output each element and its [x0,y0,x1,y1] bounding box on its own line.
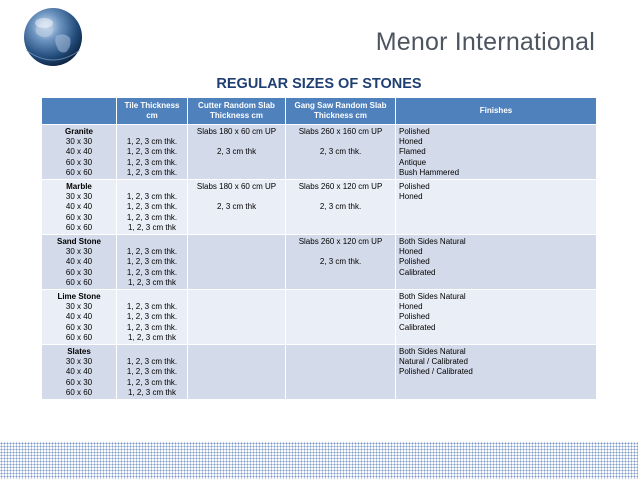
tile-thickness-value: 1, 2, 3 cm thk. [126,147,178,157]
stone-name: Marble [66,182,92,191]
stone-name: Granite [64,127,93,136]
column-header-gang-saw-slab: Gang Saw Random Slab Thickness cm [286,98,396,125]
gang-saw-slab-cell [286,180,396,235]
finish-value: Polished / Calibrated [399,367,473,377]
stone-size: 60 x 60 [65,277,93,287]
table-body [42,125,597,400]
tile-thickness-value: 1, 2, 3 cm thk. [126,137,178,147]
finishes-cell [396,290,597,345]
gang-saw-slab-value: 2, 3 cm thk. [319,202,362,212]
finish-value: Polished [399,257,430,267]
tile-thickness-cell [117,125,188,180]
stone-size: 60 x 60 [65,387,93,397]
tile-thickness-value: 1, 2, 3 cm thk. [126,167,178,177]
tile-thickness-value: 1, 2, 3 cm thk. [126,247,178,257]
cutter-slab-cell [188,125,286,180]
stone-size: 30 x 30 [65,357,93,367]
stone-size: 30 x 30 [65,247,93,257]
cutter-slab-value: 2, 3 cm thk [216,147,257,157]
stone-size: 30 x 30 [65,192,93,202]
tile-thickness-value: 1, 2, 3 cm thk. [126,212,178,222]
column-header-finishes: Finishes [396,98,597,125]
cutter-slab-cell [188,180,286,235]
stone-size: 40 x 40 [65,147,93,157]
gang-saw-slab-cell [286,125,396,180]
gang-saw-slab-value: 2, 3 cm thk. [319,147,362,157]
globe-icon [22,6,84,68]
stone-cell [42,345,117,400]
page-title-text: REGULAR SIZES OF STONES [216,76,422,92]
stone-sizes-table [41,97,597,400]
finish-value: Calibrated [399,267,436,277]
gang-saw-slab-value: Slabs 260 x 120 cm UP [298,237,383,246]
tile-thickness-value: 1, 2, 3 cm thk. [126,377,178,387]
tile-thickness-cell [117,290,188,345]
cutter-slab-value: Slabs 180 x 60 cm UP [196,182,277,191]
table-header-row [42,98,597,125]
tile-thickness-value: 1, 2, 3 cm thk [127,222,177,232]
finish-value: Antique [399,157,427,167]
gang-saw-slab-cell [286,345,396,400]
stone-cell [42,125,117,180]
stone-name: Sand Stone [56,237,101,246]
company-name: Menor International [375,28,595,56]
stone-size: 40 x 40 [65,257,93,267]
finish-value: Polished [399,312,430,322]
gang-saw-slab-value: Slabs 260 x 160 cm UP [298,127,383,136]
cutter-slab-cell [188,235,286,290]
tile-thickness-value: 1, 2, 3 cm thk. [126,202,178,212]
tile-thickness-value: 1, 2, 3 cm thk [127,387,177,397]
stone-cell [42,180,117,235]
gang-saw-slab-value: Slabs 260 x 120 cm UP [298,182,383,191]
cutter-slab-cell [188,290,286,345]
tile-thickness-value: 1, 2, 3 cm thk [127,332,177,342]
stone-size: 30 x 30 [65,137,93,147]
column-header-stone [42,98,117,125]
table-row [42,125,597,180]
finish-value: Honed [399,302,423,312]
finish-value: Bush Hammered [399,167,460,177]
page-title [0,76,638,92]
cutter-slab-value: Slabs 180 x 60 cm UP [196,127,277,136]
finish-value: Honed [399,137,423,147]
tile-thickness-value: 1, 2, 3 cm thk. [126,157,178,167]
tile-thickness-cell [117,235,188,290]
stone-size: 60 x 30 [65,377,93,387]
tile-thickness-value: 1, 2, 3 cm thk. [126,192,178,202]
finishes-cell [396,235,597,290]
gang-saw-slab-value: 2, 3 cm thk. [319,257,362,267]
tile-thickness-value: 1, 2, 3 cm thk [127,277,177,287]
finish-value: Calibrated [399,322,436,332]
cutter-slab-cell [188,345,286,400]
finishes-cell [396,125,597,180]
table-row [42,180,597,235]
tile-thickness-value: 1, 2, 3 cm thk. [126,322,178,332]
finish-value: Polished [399,127,430,136]
stone-size: 60 x 60 [65,222,93,232]
finishes-cell [396,180,597,235]
stone-size: 60 x 60 [65,167,93,177]
decorative-dot-band [0,442,638,479]
tile-thickness-value: 1, 2, 3 cm thk. [126,302,178,312]
finish-value: Both Sides Natural [399,292,466,301]
stone-size: 60 x 30 [65,212,93,222]
tile-thickness-value: 1, 2, 3 cm thk. [126,312,178,322]
gang-saw-slab-cell [286,290,396,345]
gang-saw-slab-cell [286,235,396,290]
column-header-tile-thickness: Tile Thickness cm [117,98,188,125]
tile-thickness-cell [117,345,188,400]
table-row [42,235,597,290]
finish-value: Both Sides Natural [399,237,466,246]
finish-value: Polished [399,182,430,191]
stone-size: 30 x 30 [65,302,93,312]
stone-name: Slates [67,347,91,356]
table-row [42,290,597,345]
tile-thickness-cell [117,180,188,235]
stone-size: 60 x 30 [65,267,93,277]
stone-cell [42,290,117,345]
tile-thickness-value: 1, 2, 3 cm thk. [126,367,178,377]
stone-name: Lime Stone [57,292,101,301]
finishes-cell [396,345,597,400]
stone-size: 40 x 40 [65,367,93,377]
finish-value: Flamed [399,147,426,157]
stone-size: 40 x 40 [65,202,93,212]
stone-cell [42,235,117,290]
stone-size: 40 x 40 [65,312,93,322]
finish-value: Both Sides Natural [399,347,466,356]
stone-size: 60 x 30 [65,322,93,332]
stone-size: 60 x 60 [65,332,93,342]
finish-value: Honed [399,247,423,257]
stone-size: 60 x 30 [65,157,93,167]
tile-thickness-value: 1, 2, 3 cm thk. [126,357,178,367]
table-row [42,345,597,400]
tile-thickness-value: 1, 2, 3 cm thk. [126,257,178,267]
column-header-cutter-slab: Cutter Random Slab Thickness cm [188,98,286,125]
finish-value: Natural / Calibrated [399,357,468,367]
cutter-slab-value: 2, 3 cm thk [216,202,257,212]
tile-thickness-value: 1, 2, 3 cm thk. [126,267,178,277]
finish-value: Honed [399,192,423,202]
